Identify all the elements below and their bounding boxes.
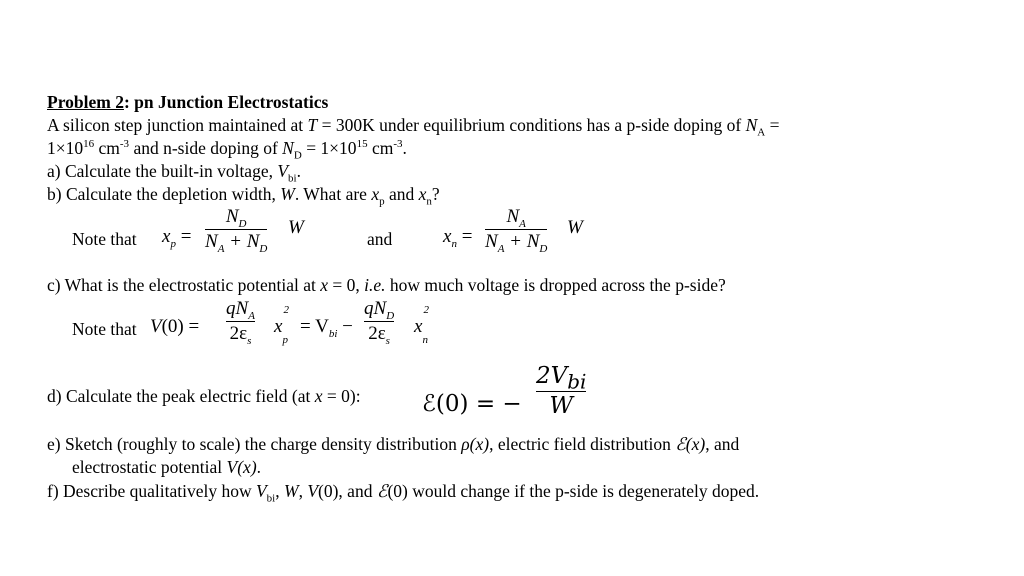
and-text: and (367, 229, 393, 249)
part-b: b) Calculate the depletion width, W. What are $x_p$ and $x_n$? (47, 184, 440, 208)
v0-fraction-1: $qN_A$ $2\varepsilon_s$ (226, 298, 255, 347)
xp-denominator: $N_A + N_D$ (205, 231, 268, 255)
xp-W: W (288, 217, 304, 238)
part-f: f) Describe qualitatively how $V_{bi}$, W, V(0), and ℰ(0) would change if the p-side is degenerately doped. (47, 481, 760, 505)
part-e-line2: electrostatic potential V(x). (72, 457, 262, 477)
fraction-bar (364, 321, 394, 322)
part-d: d) Calculate the peak electric field (at x = 0): (47, 386, 361, 406)
xp-fraction (205, 206, 267, 253)
xn-W: W (567, 217, 583, 238)
xn-squared: x 2 $_n$ (414, 304, 429, 346)
part-e-line1: e) Sketch (roughly to scale) the charge density distribution ρ(x), electric field distribution ℰ(x), and (47, 434, 740, 454)
vbi-term: = $V_{bi}$ − (300, 316, 353, 340)
v0-lhs: V(0) = (150, 316, 200, 337)
problem-statement-line2: $1\times 10^{16}$ $cm^{-3}$ and n-side doping of $N_D = 1\times 10^{15}$ $cm^{-3}$. (47, 138, 407, 162)
note-c-label: Note that (72, 319, 137, 339)
part-a: a) Calculate the built-in voltage, $V_{bi}$. (47, 161, 301, 185)
problem-topic: pn Junction Electrostatics (129, 92, 329, 112)
problem-statement-line1: A silicon step junction maintained at T = 300K under equilibrium conditions has a p-side doping of $N_A$ = (47, 115, 780, 139)
xn-fraction (485, 206, 547, 253)
xn-numerator: $N_A$ (506, 206, 526, 230)
part-c: c) What is the electrostatic potential at x = 0, i.e. how much voltage is dropped across the p-side? (47, 275, 726, 295)
v0-fraction-2: $qN_D$ $2\varepsilon_s$ (364, 298, 395, 347)
xp-squared: x 2 $_p$ (274, 304, 289, 346)
xp-equation-lhs: $x_p$ = (162, 226, 192, 250)
xn-denominator: $N_A + N_D$ (485, 231, 548, 255)
problem-title: Problem 2: pn Junction Electrostatics (47, 92, 329, 112)
fraction-bar (205, 229, 267, 230)
note-b-label: Note that (72, 229, 137, 249)
peak-field-fraction: $2V_{bi}$ W (536, 363, 587, 419)
fraction-bar (536, 391, 586, 392)
fraction-bar (485, 229, 547, 230)
problem-number: Problem 2 (47, 92, 124, 112)
xp-numerator: $N_D$ (225, 206, 247, 230)
xn-equation-lhs: $x_n$ = (443, 226, 473, 250)
peak-field-lhs: ℰ(0) = − (422, 391, 522, 417)
fraction-bar (226, 321, 255, 322)
